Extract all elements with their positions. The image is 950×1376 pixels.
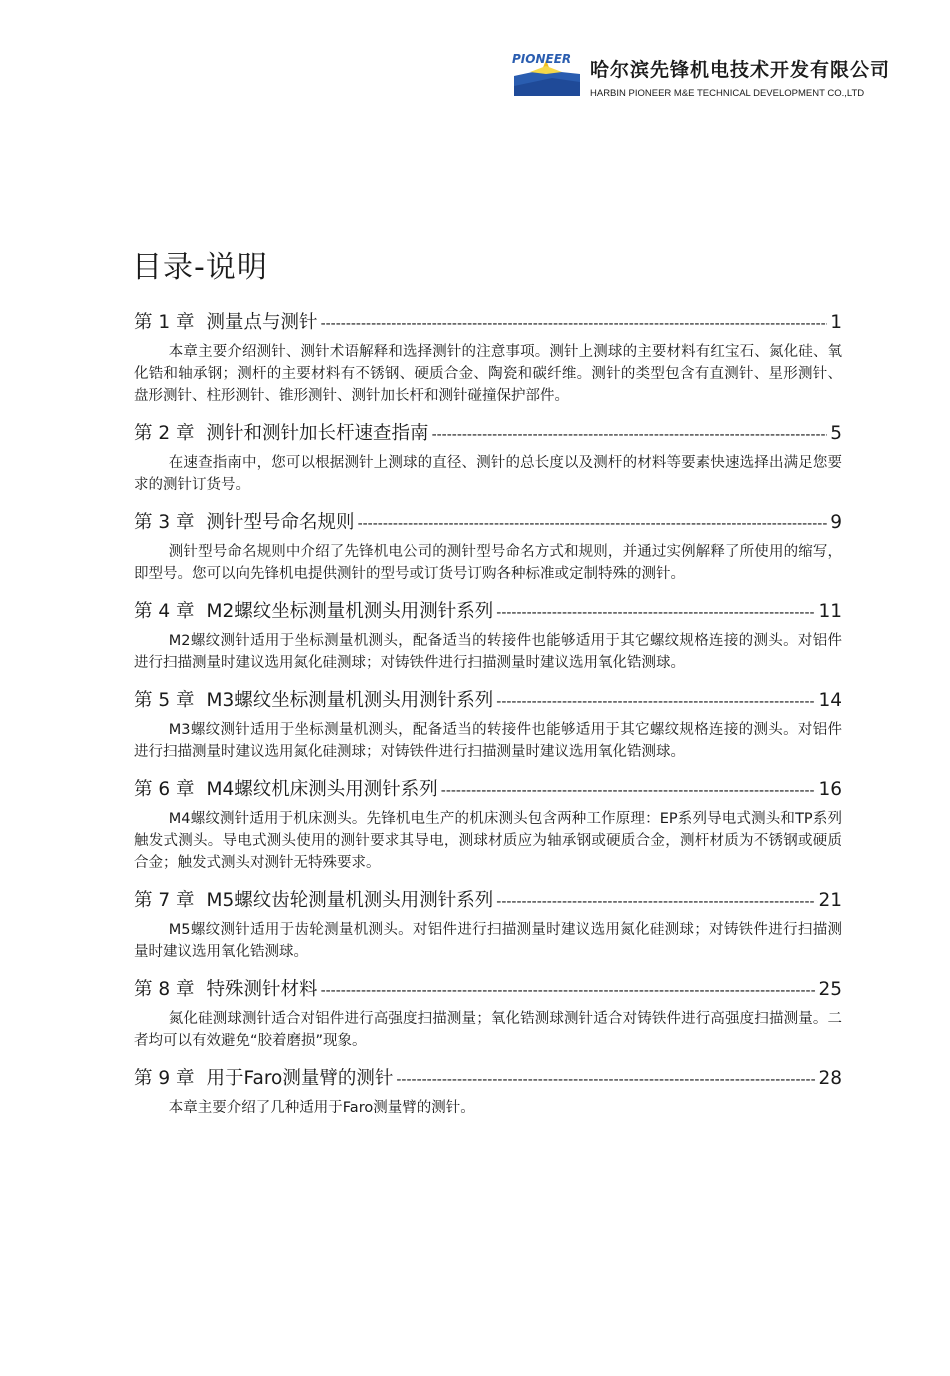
chapter-number: 第 3 章: [134, 512, 195, 533]
page-number: 16: [818, 779, 842, 800]
toc-chapter-line[interactable]: [134, 599, 842, 626]
toc-chapter-line[interactable]: [134, 421, 842, 448]
chapter-description: M4螺纹测针适用于机床测头。先锋机电生产的机床测头包含两种工作原理：EP系列导电式测头和TP系列触发式测头。导电式测头使用的测针要求其导电，测球材质应为轴承钢或硬质合金，测杆材质为不锈钢或硬质合金；触发式测头对测针无特殊要求。: [134, 811, 842, 871]
chapter-description: 测针型号命名规则中介绍了先锋机电公司的测针型号命名方式和规则，并通过实例解释了所使用的缩写，即型号。您可以向先锋机电提供测针的型号或订货号订购各种标准或定制特殊的测针。: [134, 544, 842, 582]
page-number: 9: [830, 512, 842, 533]
toc-chapter-line[interactable]: [134, 888, 842, 915]
toc-entry: [134, 310, 842, 407]
toc-chapter-line[interactable]: [134, 510, 842, 537]
toc-entry: [134, 510, 842, 585]
page-number: 5: [830, 423, 842, 444]
chapter-title: 测针和测针加长杆速查指南: [206, 423, 429, 444]
chapter-title: M5螺纹齿轮测量机测头用测针系列: [206, 890, 494, 911]
chapter-title: M4螺纹机床测头用测针系列: [206, 779, 438, 800]
logo-wordmark: PIONEER: [512, 52, 572, 66]
chapter-description: M2螺纹测针适用于坐标测量机测头，配备适当的转接件也能够适用于其它螺纹规格连接的测头。对铝件进行扫描测量时建议选用氮化硅测球；对铸铁件进行扫描测量时建议选用氧化锆测球。: [134, 633, 842, 671]
toc-chapter-line[interactable]: [134, 777, 842, 804]
dot-leader: [321, 311, 828, 337]
chapter-description: 氮化硅测球测针适合对铝件进行高强度扫描测量；氧化锆测球测针适合对铸铁件进行高强度扫描测量。二者均可以有效避免“胶着磨损”现象。: [134, 1011, 842, 1049]
chapter-title: 测针型号命名规则: [206, 512, 355, 533]
chapter-title: M3螺纹坐标测量机测头用测针系列: [206, 690, 494, 711]
chapter-description: 在速查指南中，您可以根据测针上测球的直径、测针的总长度以及测杆的材料等要素快速选择出满足您要求的测针订货号。: [134, 455, 842, 493]
toc-entry: [134, 977, 842, 1052]
toc-entry: [134, 777, 842, 874]
dot-leader: [496, 689, 815, 715]
chapter-description: 本章主要介绍测针、测针术语解释和选择测针的注意事项。测针上测球的主要材料有红宝石、氮化硅、氧化锆和轴承钢；测杆的主要材料有不锈钢、硬质合金、陶瓷和碳纤维。测针的类型包含有直测针、星形测针、盘形测针、柱形测针、锥形测针、测针加长杆和测针碰撞保护部件。: [134, 344, 842, 404]
page-number: 21: [818, 890, 842, 911]
company-name-en: HARBIN PIONEER M&E TECHNICAL DEVELOPMENT CO.,LTD: [590, 88, 865, 99]
page-number: 25: [818, 979, 842, 1000]
chapter-number: 第 2 章: [134, 423, 195, 444]
toc-chapter-line[interactable]: [134, 1066, 842, 1093]
chapter-number: 第 5 章: [134, 690, 195, 711]
toc-entry: [134, 888, 842, 963]
toc-chapter-line[interactable]: [134, 688, 842, 715]
chapter-number: 第 6 章: [134, 779, 195, 800]
toc-entry: [134, 599, 842, 674]
chapter-number: 第 4 章: [134, 601, 195, 622]
toc-entry: [134, 688, 842, 763]
chapter-title: 测量点与测针: [206, 312, 318, 333]
dot-leader: [441, 778, 816, 804]
dot-leader: [358, 511, 828, 537]
dot-leader: [321, 978, 816, 1004]
page-header: [512, 52, 890, 99]
toc-chapter-line[interactable]: [134, 310, 842, 337]
page-number: 28: [818, 1068, 842, 1089]
chapter-title: 特殊测针材料: [206, 979, 318, 1000]
chapter-number: 第 1 章: [134, 312, 195, 333]
dot-leader: [432, 422, 828, 448]
chapter-title: M2螺纹坐标测量机测头用测针系列: [206, 601, 494, 622]
chapter-description: M5螺纹测针适用于齿轮测量机测头。对铝件进行扫描测量时建议选用氮化硅测球；对铸铁件进行扫描测量时建议选用氧化锆测球。: [134, 922, 842, 960]
pioneer-logo: [512, 52, 582, 98]
toc-chapter-line[interactable]: [134, 977, 842, 1004]
page-number: 1: [830, 312, 842, 333]
chapter-number: 第 8 章: [134, 979, 195, 1000]
chapter-number: 第 9 章: [134, 1068, 195, 1089]
company-name-block: [590, 52, 890, 99]
dot-leader: [496, 600, 815, 626]
chapter-description: M3螺纹测针适用于坐标测量机测头，配备适当的转接件也能够适用于其它螺纹规格连接的测头。对铝件进行扫描测量时建议选用氮化硅测球；对铸铁件进行扫描测量时建议选用氧化锆测球。: [134, 722, 842, 760]
company-name-cn: 哈尔滨先锋机电技术开发有限公司: [590, 59, 891, 81]
page-title: 目录-说明: [132, 250, 268, 286]
dot-leader: [396, 1067, 815, 1093]
toc-entry: [134, 1066, 842, 1119]
chapter-number: 第 7 章: [134, 890, 195, 911]
chapter-description: 本章主要介绍了几种适用于Faro测量臂的测针。: [168, 1100, 475, 1116]
dot-leader: [496, 889, 815, 915]
page-number: 11: [818, 601, 842, 622]
table-of-contents: [134, 310, 842, 1133]
toc-entry: [134, 421, 842, 496]
page-number: 14: [818, 690, 842, 711]
chapter-title: 用于Faro测量臂的测针: [206, 1068, 394, 1089]
